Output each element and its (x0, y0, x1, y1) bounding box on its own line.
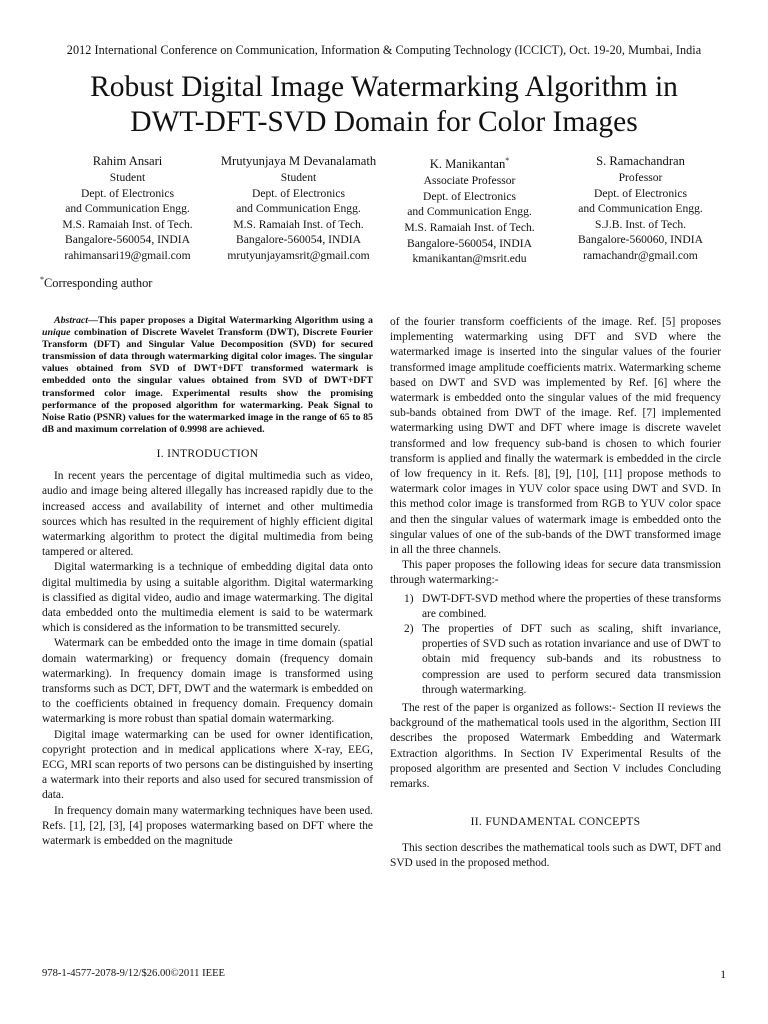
author-dept-2: and Communication Engg. (407, 205, 532, 219)
corresponding-asterisk: * (40, 275, 44, 284)
author-role: Student (109, 171, 146, 184)
author-dept: Dept. of Electronics (251, 186, 346, 200)
author-role: Student (280, 171, 317, 184)
paragraph: In recent years the percentage of digital multimedia such as video, audio and image being altered illegally has increased rapidly due to the increased access and availability of internet and other multimedia sources which has resulted in the requirement of highly efficient digital watermarking algorithm to protect the digital multimedia from being tampered or altered. (42, 470, 373, 559)
abstract-label: Abstract (54, 315, 89, 326)
left-column (42, 315, 373, 849)
paragraph: Digital image watermarking can be used for owner identification, copyright protection and in medical applications where X-ray, EEG, ECG, MRI scan reports of two persons can be distinguished by inserting a watermark into their reports and also used for secured transmission of data. (42, 728, 373, 802)
author-institute: M.S. Ramaiah Inst. of Tech. (404, 220, 535, 234)
right-column (390, 315, 721, 871)
conference-header: 2012 International Conference on Communication, Information & Computing Technology (ICCICT), Oct. 19-20, Mumbai, India (66, 43, 702, 57)
author-name: S. Ramachandran (596, 154, 685, 168)
author-block (42, 153, 726, 267)
title-line-1: Robust Digital Image Watermarking Algorithm in (90, 71, 678, 103)
author-email: rahimansari19@gmail.com (64, 248, 191, 262)
title-line-2: DWT-DFT-SVD Domain for Color Images (130, 106, 638, 138)
author-email: kmanikantan@msrit.edu (412, 252, 527, 266)
section-heading-fundamental-concepts: II. FUNDAMENTAL CONCEPTS (470, 815, 641, 829)
abstract-text-1: This paper proposes a Digital Watermarking Algorithm using a (97, 315, 373, 326)
author-4 (555, 153, 726, 267)
author-role: Associate Professor (423, 174, 516, 188)
author-institute: M.S. Ramaiah Inst. of Tech. (62, 217, 193, 231)
paragraph-continuation: of the fourier transform coefficients of the image. Ref. [5] proposes implementing watermarking using DFT and SVD where the watermarked image is inserted into the singular values of the fourier transformed image amplitude coefficients matrix. Watermarking scheme based on DWT and SVD was implemented by Ref. [6] where the watermark is embedded onto the singular values of the mid frequency sub-bands obtained from DWT of the image. Ref. [7] implemented watermarking using DWT and DFT where image is discrete wavelet transformed and low frequency sub-band is chosen to which fourier transform is applied and finally the watermark is embedded in the circle of low frequency in it. Refs. [8], [9], [10], [11] propose methods to watermark color images in YUV color space using DWT and SVD. In this method color image is transformed from RGB to YUV color space and then the singular values of watermark image is embedded onto the singular values of one of the sub-bands of the DWT transformed image in all the three channels. (390, 316, 721, 557)
abstract-dash: — (88, 315, 98, 326)
list-item (390, 622, 721, 698)
section-heading-introduction: I. INTRODUCTION (156, 446, 259, 460)
author-email: ramachandr@gmail.com (583, 248, 698, 262)
list-item (390, 592, 721, 622)
paragraph-organization: The rest of the paper is organized as follows:- Section II reviews the background of the mathematical tools used in the algorithm, Section III describes the proposed Watermark Embedding and Watermark Extraction algorithms. In Section IV Experimental Results of the proposed algorithm are presented and Section V includes Concluding remarks. (390, 702, 721, 791)
author-dept: Dept. of Electronics (422, 189, 517, 203)
corresponding-asterisk: * (505, 156, 510, 165)
author-2 (213, 153, 384, 267)
abstract (42, 315, 373, 436)
list-item-number: 2) (404, 623, 414, 636)
author-dept-2: and Communication Engg. (578, 202, 703, 216)
author-city: Bangalore-560054, INDIA (65, 233, 190, 247)
author-role: Professor (618, 171, 663, 184)
author-city: Bangalore-560054, INDIA (236, 233, 361, 247)
author-name (384, 153, 555, 172)
ideas-list (390, 592, 721, 698)
author-name-text: K. Manikantan (429, 157, 506, 172)
author-institute: S.J.B. Inst. of Tech. (594, 217, 687, 231)
author-email: mrutyunjayamsrit@gmail.com (227, 248, 370, 262)
author-name: Rahim Ansari (92, 154, 163, 168)
paragraph: This section describes the mathematical tools such as DWT, DFT and SVD used in the proposed method. (390, 841, 721, 869)
list-item-text: The properties of DFT such as scaling, shift invariance, properties of SVD such as rotation invariance and use of DWT to obtain mid frequency sub-bands and its robustness to compression are used to perform secured data transmission through watermarking. (422, 623, 721, 696)
paragraph: Watermark can be embedded onto the image in time domain (spatial domain watermarking) or frequency domain (frequency domain watermarking). In frequency domain image is transformed using transforms such as DCT, DFT, DWT and the watermark is embedded on to the coefficients obtained in frequency domain. Frequency domain watermarking is more robust than spatial domain watermarking. (42, 637, 373, 726)
list-item-number: 1) (404, 592, 414, 605)
author-city: Bangalore-560054, INDIA (407, 236, 532, 250)
author-3 (384, 153, 555, 267)
list-item-text: DWT-DFT-SVD method where the properties of these transforms are combined. (422, 592, 721, 620)
paragraph-ideas-intro: This paper proposes the following ideas for secure data transmission through watermarking:- (390, 559, 721, 587)
author-dept-2: and Communication Engg. (65, 202, 190, 216)
paragraph: In frequency domain many watermarking techniques have been used. Refs. [1], [2], [3], [4] proposes watermarking based on DFT where the watermark is embedded on the magnitude (42, 804, 373, 848)
footer-isbn: 978-1-4577-2078-9/12/$26.00©2011 IEEE (42, 968, 226, 979)
corresponding-text: Corresponding author (44, 276, 153, 291)
paragraph: Digital watermarking is a technique of embedding digital data onto digital multimedia by using a suitable algorithm. Digital watermarking is classified as digital video, audio and image watermarking. The digital data embedded onto the multimedia element is said to be watermark which is considered as the information to be transmitted securely. (42, 561, 373, 635)
abstract-emphasis: unique (42, 327, 71, 339)
author-name: Mrutyunjaya M Devanalamath (220, 154, 377, 168)
page-number: 1 (720, 968, 726, 981)
author-dept-2: and Communication Engg. (236, 202, 361, 216)
author-city: Bangalore-560060, INDIA (578, 233, 703, 247)
author-dept: Dept. of Electronics (593, 186, 688, 200)
paper-title (40, 70, 728, 140)
author-institute: M.S. Ramaiah Inst. of Tech. (233, 217, 364, 231)
author-1 (42, 153, 213, 267)
author-dept: Dept. of Electronics (80, 186, 175, 200)
corresponding-author-note (40, 275, 152, 291)
abstract-text-2: combination of Discrete Wavelet Transform (DWT), Discrete Fourier Transform (DFT) and Singular Value Decomposition (SVD) for secured transmission of data through watermarking digital color images. The singular values obtained from SVD of DWT+DFT transformed watermark is embedded onto the singular values obtained from SVD of DWT+DFT transformed color image. Experimental results show the promising performance of the proposed algorithm for watermarking. Peak Signal to Noise Ratio (PSNR) values for the watermarked image in the range of 65 to 85 dB and maximum correlation of 0.9998 are achieved. (42, 327, 373, 435)
